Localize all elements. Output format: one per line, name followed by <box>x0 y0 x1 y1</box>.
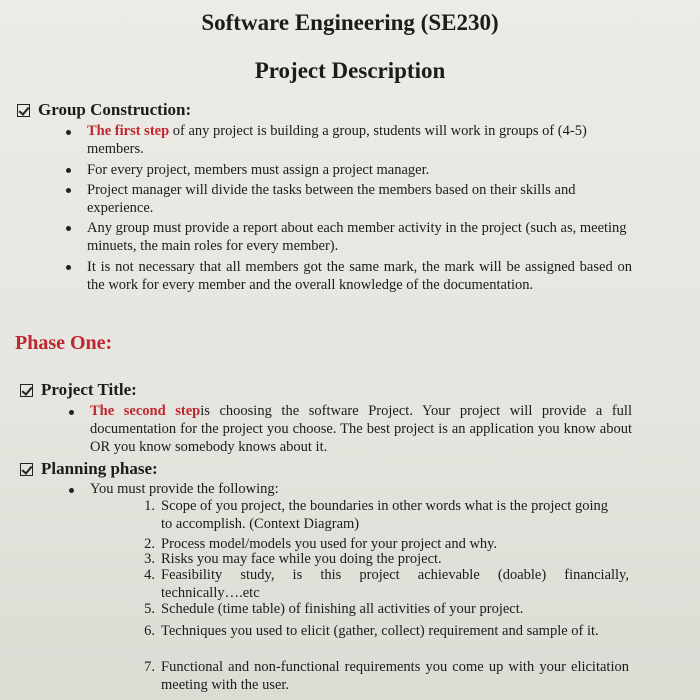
planning-item-2-text: Process model/models you used for your project and why. <box>161 536 498 552</box>
planning-item-2-number: 2. <box>144 536 155 552</box>
group-item-1-lead: The first step <box>87 123 170 139</box>
bullet-icon <box>66 226 71 231</box>
planning-item-7-number: 7. <box>144 659 155 675</box>
bullet-icon <box>66 188 71 193</box>
planning-heading-text: Planning phase: <box>41 459 158 478</box>
group-heading-text: Group Construction: <box>38 100 192 119</box>
checked-box-icon <box>20 384 33 397</box>
planning-item-5-text: Schedule (time table) of finishing all activities of your project. <box>161 601 524 617</box>
phase-heading: Phase One: <box>15 332 113 354</box>
group-item-2: For every project, members must assign a project manager. <box>87 162 430 178</box>
group-item-1-text: of any project is building a group, students will work in groups of (4-5) members. <box>87 123 587 157</box>
planning-item-4-number: 4. <box>144 567 155 583</box>
page-subtitle: Project Description <box>254 58 446 83</box>
planning-item-6-text: Techniques you used to elicit (gather, collect) requirement and sample of it. <box>161 623 599 639</box>
planning-item-6-number: 6. <box>144 623 155 639</box>
planning-item-7-text: Functional and non-functional requirements you come up with your elicitation meeting with the user. <box>161 659 629 693</box>
planning-item-3-text: Risks you may face while you doing the project. <box>161 551 442 567</box>
project-title-lead: The second step <box>90 403 201 419</box>
bullet-icon <box>66 130 71 135</box>
bullet-icon <box>66 168 71 173</box>
checked-box-icon <box>20 463 33 476</box>
planning-item-4-text: Feasibility study, is this project achievable (doable) financially, technically….etc <box>161 567 629 601</box>
page-title: Software Engineering (SE230) <box>201 10 499 35</box>
bullet-icon <box>69 488 74 493</box>
group-item-5: It is not necessary that all members got the same mark, the mark will be assigned based on the work for every member and the overall knowledge of the documentation. <box>87 259 632 293</box>
project-title-heading-text: Project Title: <box>41 380 137 399</box>
group-construction-heading <box>17 100 191 120</box>
planning-item-5-number: 5. <box>144 601 155 617</box>
group-item-4: Any group must provide a report about each member activity in the project (such as, meeting minuets, the main roles for every member). <box>87 220 627 254</box>
planning-item-7 <box>135 658 635 698</box>
planning-item-6 <box>135 622 635 662</box>
planning-item-3-number: 3. <box>144 551 155 567</box>
group-item-1 <box>87 122 637 158</box>
planning-intro: You must provide the following: <box>90 481 279 497</box>
bullet-icon <box>69 410 74 415</box>
planning-item-1 <box>135 497 625 537</box>
project-title-item <box>90 402 632 456</box>
planning-item-1-text: Scope of you project, the boundaries in other words what is the project going to accomplish. (Context Diagram) <box>161 498 608 532</box>
bullet-icon <box>66 265 71 270</box>
checked-box-icon <box>17 104 30 117</box>
project-title-text: is choosing the software Project. Your project will provide a full documentation for the project you choose. The best project is an application you know about OR you know somebody knows about it. <box>90 403 632 455</box>
planning-item-5 <box>135 600 625 620</box>
project-title-heading <box>20 380 137 400</box>
planning-item-1-number: 1. <box>144 498 155 514</box>
group-item-3: Project manager will divide the tasks between the members based on their skills and experience. <box>87 182 576 216</box>
planning-phase-heading <box>20 459 158 479</box>
